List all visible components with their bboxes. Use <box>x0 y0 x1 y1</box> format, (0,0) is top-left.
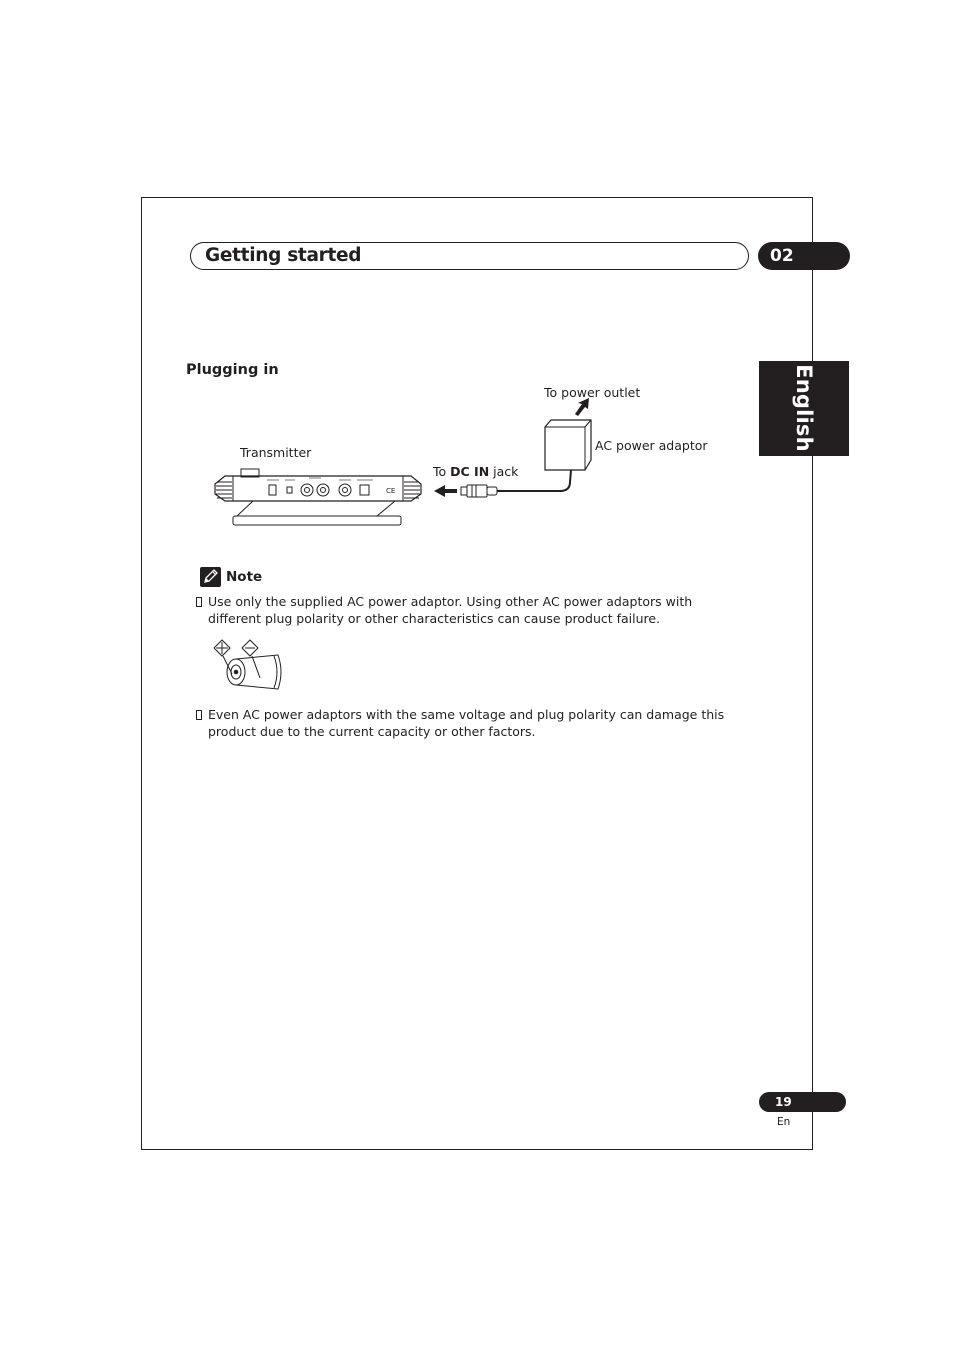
plug-polarity-icon <box>208 638 288 694</box>
page-number: 19 <box>759 1092 846 1112</box>
chapter-header <box>190 242 749 270</box>
language-tab <box>759 361 849 456</box>
language-tab-label: English <box>792 364 816 452</box>
transmitter-illustration <box>215 469 421 525</box>
label-dc-in-suffix: jack <box>489 464 519 479</box>
bullet-marker <box>196 597 202 607</box>
section-heading: Plugging in <box>186 362 279 378</box>
bullet-marker <box>196 710 202 720</box>
label-dc-in-jack <box>433 464 518 480</box>
note-bullet: Even AC power adaptors with the same voltage and plug polarity can damage this product due to the current capacity or other factors. <box>208 707 725 739</box>
label-power-outlet: To power outlet <box>544 385 641 400</box>
chapter-title: Getting started <box>205 245 362 266</box>
label-dc-in-prefix: To <box>433 464 451 479</box>
pencil-icon <box>200 567 221 587</box>
ac-adaptor-illustration <box>545 420 591 470</box>
label-transmitter: Transmitter <box>240 445 312 460</box>
svg-text:CE: CE <box>386 487 396 495</box>
page-language-code: En <box>777 1116 791 1128</box>
label-ac-adaptor: AC power adaptor <box>595 438 708 453</box>
label-dc-in: DC IN <box>450 464 490 479</box>
note-title: Note <box>226 569 263 585</box>
chapter-number: 02 <box>758 242 850 270</box>
note-bullet: Use only the supplied AC power adaptor. Using other AC power adaptors with different plug polarity or other characteristics can cause product failure. <box>208 594 693 626</box>
